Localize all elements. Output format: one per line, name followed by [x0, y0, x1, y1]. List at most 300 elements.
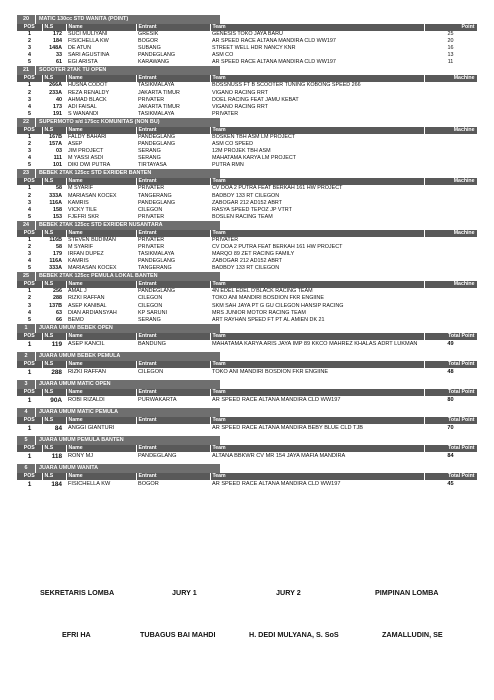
- cell-value: [424, 134, 477, 141]
- cell-rider-name: MARIASAN KOCEX: [68, 265, 117, 272]
- col-header-machine: Machine: [424, 75, 477, 82]
- cell-entrant: JAKARTA TIMUR: [138, 89, 180, 96]
- cell-rider-number: 233A: [49, 89, 62, 96]
- cell-position: 1: [28, 133, 31, 140]
- cell-rider-number: 40: [56, 96, 62, 103]
- cell-value: [424, 288, 477, 295]
- cell-value: [424, 193, 477, 200]
- section-header: [17, 324, 477, 333]
- table-row: [17, 148, 477, 155]
- cell-rider-name: EGI ARISTA: [68, 59, 98, 66]
- col-header-total-point: Total Point: [424, 333, 477, 340]
- cell-value: [424, 200, 477, 207]
- role-race-director: PIMPINAN LOMBA: [375, 588, 439, 597]
- cell-position: 1: [28, 288, 31, 295]
- cell-entrant: PANDEGLANG: [138, 288, 176, 295]
- column-header-row: [17, 230, 477, 237]
- section-header: [17, 352, 477, 361]
- section-header-spacer: [220, 169, 477, 178]
- cell-rider-number: 116A: [49, 258, 62, 265]
- cell-value: 49: [447, 340, 454, 347]
- col-header-entrant: Entrant: [136, 361, 210, 368]
- col-header-machine: Machine: [424, 178, 477, 185]
- cell-rider-number: 116B: [49, 236, 62, 243]
- table-row: [17, 214, 477, 221]
- section-header: [17, 380, 477, 389]
- col-header-name: Name: [66, 333, 136, 340]
- cell-entrant: TANGERANG: [138, 265, 172, 272]
- col-header-ns: N.S: [42, 333, 66, 340]
- cell-team: MAHATAMA KARYA LM PROJECT: [212, 155, 297, 162]
- section-header: [17, 118, 477, 127]
- table-row: [17, 424, 477, 433]
- table-row: [17, 480, 477, 489]
- results-table: [17, 24, 478, 66]
- section-number: 3: [17, 380, 35, 389]
- cell-entrant: TANGERANG: [138, 192, 172, 199]
- column-header-row: [17, 361, 477, 368]
- table-row: [17, 207, 477, 214]
- cell-rider-name: M YASSI ASDI: [68, 155, 104, 162]
- col-header-team: Team: [210, 445, 424, 452]
- cell-rider-name: ANGGI GIANTURI: [68, 424, 115, 431]
- cell-position: 5: [28, 162, 31, 169]
- table-row: [17, 111, 477, 118]
- section-title: SCOOTER 2TAK TU OPEN: [35, 66, 220, 75]
- section-title: BEBEK 2TAK 125cc PEMULA LOKAL BANTEN: [35, 272, 220, 281]
- column-header-row: [17, 445, 477, 452]
- cell-value: [424, 237, 477, 244]
- table-row: [17, 288, 477, 295]
- cell-entrant: PRIVATER: [138, 185, 165, 192]
- cell-value: [424, 82, 477, 89]
- cell-rider-name: M SYARIF: [68, 243, 94, 250]
- cell-rider-name: RIZKI RAFFAN: [68, 368, 106, 375]
- cell-position: 3: [28, 251, 31, 258]
- section-header: [17, 15, 477, 24]
- cell-team: SKM SAH JAYA PT G GU CILEGON HANSIP RACING: [212, 302, 344, 309]
- cell-entrant: JAKARTA TIMUR: [138, 103, 180, 110]
- cell-position: 3: [28, 199, 31, 206]
- cell-rider-number: 167B: [49, 133, 62, 140]
- col-header-entrant: Entrant: [136, 230, 210, 237]
- cell-position: 3: [28, 302, 31, 309]
- cell-entrant: BOGOR: [138, 480, 159, 487]
- cell-position: 2: [28, 192, 31, 199]
- cell-rider-number: 153: [53, 213, 62, 220]
- col-header-entrant: Entrant: [136, 178, 210, 185]
- table-row: [17, 193, 477, 200]
- cell-position: 4: [28, 155, 31, 162]
- section-number: 5: [17, 436, 35, 445]
- col-header-machine: Machine: [424, 230, 477, 237]
- cell-team: BOSLEN RACING TEAM: [212, 213, 273, 220]
- cell-value: [424, 303, 477, 310]
- col-header-name: Name: [66, 389, 136, 396]
- cell-value: 13: [447, 52, 454, 59]
- champion-section: [17, 464, 477, 492]
- cell-rider-number: 111: [53, 155, 62, 162]
- col-header-entrant: Entrant: [136, 127, 210, 134]
- col-header-ns: N.S: [42, 178, 66, 185]
- section-title: BEBEK 2TAK 125cc STD EXRIDER NUSANTARA: [35, 221, 220, 230]
- section-title: JUARA UMUM BEBEK OPEN: [35, 324, 220, 333]
- cell-entrant: TASIKMALAYA: [138, 82, 175, 89]
- results-table: [17, 230, 478, 272]
- cell-rider-number: 66: [56, 316, 62, 323]
- cell-entrant: PANDEGLANG: [138, 199, 176, 206]
- col-header-name: Name: [66, 24, 136, 31]
- champion-section: [17, 408, 477, 436]
- cell-team: 4N EDEL EDEL D'BLACK RACING TEAM: [212, 288, 313, 295]
- table-row: [17, 45, 477, 52]
- cell-rider-name: ASEP: [68, 141, 83, 148]
- cell-team: STREET WELL HDR NANCY KNR: [212, 45, 296, 52]
- cell-team: MARQO 89 ZET RACING FAMILY: [212, 251, 295, 258]
- col-header-name: Name: [66, 361, 136, 368]
- col-header-team: Team: [210, 281, 424, 288]
- cell-value: 20: [447, 38, 454, 45]
- section-header-spacer: [220, 436, 477, 445]
- cell-team: TOKO ANI MANDIRI BOSDION FKR ENGIINE: [212, 295, 324, 302]
- cell-rider-name: M SYARIF: [68, 185, 94, 192]
- col-header-name: Name: [66, 178, 136, 185]
- table-row: [17, 368, 477, 377]
- col-header-team: Team: [210, 75, 424, 82]
- col-header-pos: POS: [17, 417, 42, 424]
- cell-position: 1: [27, 368, 32, 376]
- col-header-ns: N.S: [42, 281, 66, 288]
- col-header-total-point: Total Point: [424, 361, 477, 368]
- cell-team: MRS JUNIOR MOTOR RACING TEAM: [212, 309, 306, 316]
- cell-position: 1: [28, 82, 31, 89]
- col-header-pos: POS: [17, 389, 42, 396]
- cell-entrant: CILEGON: [138, 368, 164, 375]
- col-header-pos: POS: [17, 361, 42, 368]
- column-header-row: [17, 24, 477, 31]
- table-row: [17, 162, 477, 169]
- cell-position: 3: [28, 96, 31, 103]
- cell-team: BADBOY 133 RT CILEGON: [212, 265, 280, 272]
- section-number: 24: [17, 221, 35, 230]
- cell-rider-name: AMAL J: [68, 288, 87, 295]
- col-header-ns: N.S: [42, 75, 66, 82]
- cell-team: DOEL RACING FEAT JAMU KEBAT: [212, 96, 299, 103]
- col-header-pos: POS: [17, 75, 42, 82]
- race-section: [17, 118, 477, 169]
- section-number: 2: [17, 352, 35, 361]
- col-header-name: Name: [66, 75, 136, 82]
- cell-value: [424, 111, 477, 118]
- col-header-pos: POS: [17, 178, 42, 185]
- results-table: [17, 178, 478, 220]
- cell-rider-name: JIM PROJECT: [68, 148, 104, 155]
- cell-entrant: PRIVATER: [138, 213, 165, 220]
- cell-team: ZABOGAR 212 AD152 ABRT: [212, 258, 283, 265]
- cell-position: 4: [28, 103, 31, 110]
- cell-rider-number: 119: [51, 340, 62, 348]
- cell-rider-name: MARIASAN KOCEX: [68, 192, 117, 199]
- cell-position: 2: [28, 141, 31, 148]
- cell-team: MAHATAMA KARYA ARIS JAYA IMP 89 KKCO MAHREZ KHALAS ADRT LUKMAN: [212, 340, 418, 347]
- cell-rider-name: SUCI MULIYANI: [68, 31, 108, 37]
- row-spacer: [17, 489, 477, 492]
- col-header-entrant: Entrant: [136, 417, 210, 424]
- col-header-entrant: Entrant: [136, 75, 210, 82]
- cell-rider-number: 288: [51, 368, 62, 376]
- cell-entrant: KARAWANG: [138, 59, 170, 66]
- section-title: JUARA UMUM PEMULA BANTEN: [35, 436, 220, 445]
- cell-value: [424, 214, 477, 221]
- section-header: [17, 221, 477, 230]
- cell-position: 2: [28, 295, 31, 302]
- cell-team: ALTANA BBKWR CV MR 154 JAYA MAFIA MANDIRA: [212, 452, 346, 459]
- race-section: [17, 169, 477, 220]
- cell-position: 5: [28, 59, 31, 66]
- role-jury-1: JURY 1: [172, 588, 197, 597]
- cell-value: [424, 258, 477, 265]
- col-header-ns: N.S: [42, 389, 66, 396]
- table-row: [17, 317, 477, 324]
- col-header-machine: Machine: [424, 127, 477, 134]
- cell-value: 48: [447, 368, 454, 375]
- champion-table: [17, 333, 478, 352]
- cell-entrant: CILEGON: [138, 295, 163, 302]
- cell-rider-number: 333A: [49, 192, 62, 199]
- table-row: [17, 251, 477, 258]
- name-jury-1: TUBAGUS BAI MAHDI: [140, 630, 216, 639]
- cell-rider-number: 61: [56, 59, 62, 66]
- table-row: [17, 258, 477, 265]
- cell-position: 5: [28, 110, 31, 117]
- cell-rider-name: ASEP KANIBAL: [68, 302, 107, 309]
- cell-team: 12M PROJEK TBH ASM: [212, 148, 271, 155]
- cell-rider-number: 33: [56, 52, 62, 59]
- cell-rider-number: 256: [53, 288, 62, 295]
- cell-rider-name: HUSNA CODOT: [68, 82, 108, 89]
- cell-entrant: BOGOR: [138, 38, 159, 45]
- section-header: [17, 66, 477, 75]
- col-header-entrant: Entrant: [136, 389, 210, 396]
- table-row: [17, 200, 477, 207]
- cell-value: [424, 97, 477, 104]
- cell-team: ZABOGAR 212 AD152 ABRT: [212, 199, 283, 206]
- cell-position: 4: [28, 309, 31, 316]
- results-table: [17, 281, 478, 323]
- cell-rider-name: RONY MJ: [68, 452, 94, 459]
- cell-rider-name: BEMO: [68, 316, 84, 323]
- cell-value: [424, 317, 477, 324]
- section-header-spacer: [220, 352, 477, 361]
- cell-value: 70: [447, 424, 454, 431]
- table-row: [17, 295, 477, 302]
- section-title: JUARA UMUM MATIC OPEN: [35, 380, 220, 389]
- cell-rider-name: STEVEN BUDIMAN: [68, 236, 116, 243]
- cell-rider-name: SARI AGUSTINA: [68, 52, 110, 59]
- col-header-entrant: Entrant: [136, 473, 210, 480]
- table-row: [17, 141, 477, 148]
- cell-value: 45: [447, 480, 454, 487]
- table-row: [17, 59, 477, 66]
- cell-rider-number: 158: [53, 206, 62, 213]
- cell-entrant: BANDUNG: [138, 340, 166, 347]
- results-table: [17, 75, 478, 117]
- cell-team: PRIVATER: [212, 110, 239, 117]
- section-number: 25: [17, 272, 35, 281]
- column-header-row: [17, 473, 477, 480]
- champion-section: [17, 324, 477, 352]
- champion-table: [17, 473, 478, 492]
- cell-entrant: TIRTAYASA: [138, 162, 167, 169]
- cell-team: PRIVATER: [212, 236, 239, 243]
- cell-position: 1: [27, 424, 32, 432]
- table-row: [17, 155, 477, 162]
- cell-position: 5: [28, 316, 31, 323]
- col-header-pos: POS: [17, 333, 42, 340]
- cell-entrant: PANDEGLANG: [138, 133, 176, 140]
- cell-entrant: PURWAKARTA: [138, 396, 177, 403]
- cell-position: 1: [27, 396, 32, 404]
- cell-team: BOSSNUSS FT B SCOOTER TUNING KOBONG SPEED 266: [212, 82, 361, 89]
- cell-position: 4: [28, 258, 31, 265]
- table-row: [17, 52, 477, 59]
- cell-entrant: CILEGON: [138, 302, 163, 309]
- results-sheet: [17, 15, 477, 492]
- col-header-pos: POS: [17, 445, 42, 452]
- section-header: [17, 436, 477, 445]
- results-table: [17, 127, 478, 169]
- table-row: [17, 38, 477, 45]
- cell-team: CV DOA 2 PUTRA FEAT BERKAH 161 HW PROJECT: [212, 243, 343, 250]
- col-header-pos: POS: [17, 230, 42, 237]
- section-number: 23: [17, 169, 35, 178]
- signature-block: [0, 568, 494, 648]
- cell-team: TOKO ANI MANDIRI BOSDION FKR ENGIINE: [212, 368, 329, 375]
- col-header-ns: N.S: [42, 24, 66, 31]
- cell-rider-name: FISICHELLA KW: [68, 480, 111, 487]
- table-row: [17, 90, 477, 97]
- cell-team: AR SPEED RACE ALTANA MANDIRA CLD WW197: [212, 59, 336, 66]
- col-header-ns: N.S: [42, 445, 66, 452]
- cell-position: 1: [27, 480, 32, 488]
- col-header-team: Team: [210, 361, 424, 368]
- col-header-name: Name: [66, 445, 136, 452]
- cell-team: VIGANO RACING RRT: [212, 89, 268, 96]
- cell-rider-number: 118: [51, 452, 62, 460]
- section-number: 6: [17, 464, 35, 473]
- table-row: [17, 265, 477, 272]
- cell-entrant: PANDEGLANG: [138, 141, 176, 148]
- table-row: [17, 340, 477, 349]
- section-header-spacer: [220, 464, 477, 473]
- col-header-ns: N.S: [42, 127, 66, 134]
- section-number: 1: [17, 324, 35, 333]
- table-row: [17, 104, 477, 111]
- cell-value: [424, 310, 477, 317]
- col-header-total-point: Total Point: [424, 445, 477, 452]
- cell-position: 1: [27, 340, 32, 348]
- col-header-team: Team: [210, 178, 424, 185]
- section-header-spacer: [220, 15, 477, 24]
- cell-position: 1: [28, 31, 31, 37]
- col-header-total-point: Total Point: [424, 473, 477, 480]
- name-secretary: EFRI HA: [62, 630, 91, 639]
- cell-value: [424, 155, 477, 162]
- cell-value: 80: [447, 396, 454, 403]
- champion-section: [17, 352, 477, 380]
- cell-position: 4: [28, 206, 31, 213]
- col-header-point: Point: [424, 24, 477, 31]
- table-row: [17, 31, 477, 38]
- column-header-row: [17, 281, 477, 288]
- cell-rider-name: FISICHELLA KW: [68, 38, 109, 45]
- col-header-team: Team: [210, 473, 424, 480]
- cell-rider-name: FALDY BAHARI: [68, 133, 107, 140]
- section-title: JUARA UMUM WANITA: [35, 464, 220, 473]
- cell-team: BADBOY 133 RT CILEGON: [212, 192, 280, 199]
- cell-position: 2: [28, 89, 31, 96]
- cell-value: 25: [447, 31, 454, 37]
- cell-entrant: PRIVATER: [138, 96, 165, 103]
- section-number: 4: [17, 408, 35, 417]
- section-header-spacer: [220, 380, 477, 389]
- cell-value: [424, 265, 477, 272]
- cell-rider-name: ADI FAISAL: [68, 103, 97, 110]
- column-header-row: [17, 75, 477, 82]
- cell-value: [424, 141, 477, 148]
- champion-table: [17, 445, 478, 464]
- champion-section: [17, 380, 477, 408]
- col-header-name: Name: [66, 127, 136, 134]
- cell-rider-number: 191: [53, 110, 62, 117]
- table-row: [17, 396, 477, 405]
- col-header-ns: N.S: [42, 230, 66, 237]
- cell-rider-name: RIZKI RAFFAN: [68, 295, 105, 302]
- cell-rider-name: AHMAD BLACK: [68, 96, 107, 103]
- section-number: 22: [17, 118, 35, 127]
- col-header-team: Team: [210, 333, 424, 340]
- table-row: [17, 310, 477, 317]
- cell-rider-number: 90A: [50, 396, 62, 404]
- col-header-team: Team: [210, 127, 424, 134]
- col-header-total-point: Total Point: [424, 389, 477, 396]
- cell-team: ASM CO: [212, 52, 234, 59]
- col-header-pos: POS: [17, 473, 42, 480]
- cell-rider-number: 179: [53, 251, 62, 258]
- cell-rider-name: KAMRIS: [68, 199, 89, 206]
- cell-rider-name: DE ATUN: [68, 45, 91, 52]
- section-title: BEBEK 2TAK 125cc STD EXRIDER BANTEN: [35, 169, 220, 178]
- table-row: [17, 134, 477, 141]
- cell-rider-number: 148A: [49, 45, 62, 52]
- cell-entrant: CILEGON: [138, 206, 163, 213]
- cell-rider-number: 58: [56, 185, 62, 192]
- col-header-pos: POS: [17, 24, 42, 31]
- section-header-spacer: [220, 272, 477, 281]
- col-header-total-point: Total Point: [424, 417, 477, 424]
- col-header-name: Name: [66, 473, 136, 480]
- cell-team: AR SPEED RACE ALTANA MANDIRA BEBY BLUE CLD TJB: [212, 424, 363, 431]
- col-header-entrant: Entrant: [136, 445, 210, 452]
- table-row: [17, 185, 477, 192]
- table-row: [17, 97, 477, 104]
- cell-rider-name: IRFAN DUPEZ: [68, 251, 104, 258]
- champion-section: [17, 436, 477, 464]
- col-header-team: Team: [210, 417, 424, 424]
- cell-value: [424, 244, 477, 251]
- cell-entrant: SERANG: [138, 316, 161, 323]
- role-secretary: SEKRETARIS LOMBA: [40, 588, 115, 597]
